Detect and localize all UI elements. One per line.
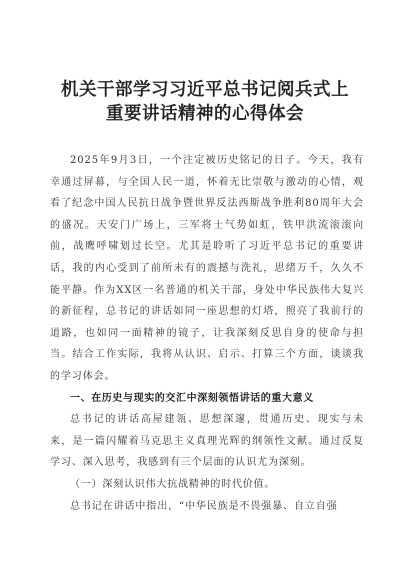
subsection-heading: （一）深刻认识伟大抗战精神的时代价值。 bbox=[70, 478, 276, 490]
document-title bbox=[40, 78, 370, 126]
title-line-2: 重要讲话精神的心得体会 bbox=[106, 104, 304, 124]
title-line-1: 机关干部学习习近平总书记阅兵式上 bbox=[61, 80, 349, 100]
section-heading: 一、在历史与现实的交汇中深刻领悟讲话的重大意义 bbox=[70, 392, 314, 404]
document-body bbox=[50, 150, 364, 517]
section-paragraph: 总书记的讲话高屋建瓴、思想深邃，贯通历史、现实与未来，是一篇闪耀着马克思主义真理光辉的纲领性文献。通过反复学习、深入思考，我感到有三个层面的认识尤为深刻。 bbox=[50, 414, 364, 469]
intro-paragraph: 2025年9月3日，一个注定被历史铭记的日子。今天，我有幸通过屏幕，与全国人民一道，怀着无比崇敬与激动的心情，观看了纪念中国人民抗日战争暨世界反法西斯战争胜利80周年大会的盛况。天安门广场上，三军将士气势如虹，铁甲洪流滚滚向前，战鹰呼啸划过长空。尤其是聆听了习近平总书记的重要讲话，我的内心受到了前所未有的震撼与洗礼，思绪万千，久久不能平静。作为XX区一名普通的机关干部，身处中华民族伟大复兴的新征程，总书记的讲话如同一座思想的灯塔，照亮了我前行的道路，也如同一面精神的镜子，让我深刻反思自身的使命与担当。结合工作实际，我将从认识、启示、打算三个方面，谈谈我的学习体会。 bbox=[50, 155, 364, 382]
subsection-paragraph: 总书记在讲话中指出，“中华民族是不畏强暴、自立自强 bbox=[70, 500, 338, 512]
